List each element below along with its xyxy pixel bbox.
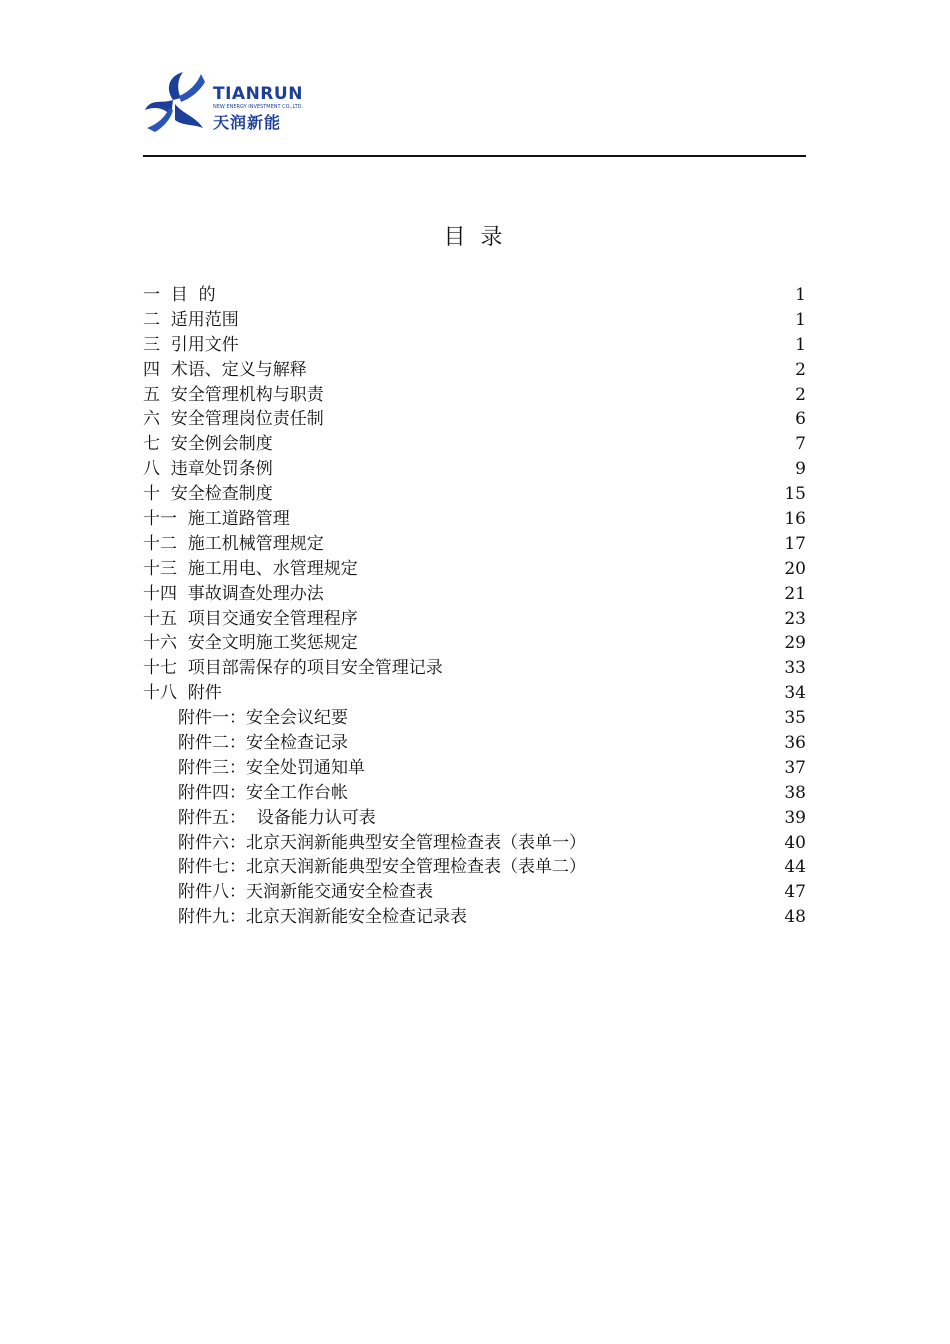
toc-entry-label: 十 安全检查制度: [143, 484, 273, 505]
toc-entry-label: 附件九：北京天润新能安全检查记录表: [178, 907, 467, 928]
toc-entry-page: 40: [784, 832, 806, 853]
toc-entry-page: 21: [784, 583, 806, 604]
toc-entry-label: 一 目 的: [143, 285, 216, 305]
toc-entry[interactable]: [143, 880, 806, 905]
toc-entry-page: 1: [795, 309, 806, 330]
toc-entry-page: 15: [784, 484, 806, 505]
toc-entry-label: 附件二：安全检查记录: [178, 733, 348, 754]
toc-entry-page: 23: [784, 608, 806, 629]
toc-entry-label: 六 安全管理岗位责任制: [143, 409, 324, 430]
page-title: 目 录: [443, 225, 507, 250]
toc-entry-page: 37: [784, 757, 806, 778]
toc-entry-page: 33: [784, 658, 806, 679]
toc-entry-page: 38: [784, 782, 806, 803]
toc-entry-label: 二 适用范围: [143, 309, 239, 330]
toc-entry[interactable]: [143, 656, 806, 681]
toc-entry[interactable]: [143, 358, 806, 383]
toc-entry-page: 44: [784, 857, 806, 878]
toc-entry-label: 十五 项目交通安全管理程序: [143, 608, 358, 629]
toc-entry-label: 十三 施工用电、水管理规定: [143, 558, 358, 579]
toc-entry[interactable]: [143, 706, 806, 731]
toc-entry-label: 十四 事故调查处理办法: [143, 583, 324, 604]
toc-entry-page: 29: [784, 633, 806, 654]
toc-entry[interactable]: [143, 631, 806, 656]
toc-entry-page: 1: [795, 334, 806, 355]
toc-entry-page: 48: [784, 907, 806, 928]
toc-entry[interactable]: [143, 482, 806, 507]
toc-entry[interactable]: [143, 557, 806, 582]
toc-entry[interactable]: [143, 905, 806, 930]
logo-english-name: TIANRUN: [213, 84, 303, 104]
toc-entry-page: 20: [784, 558, 806, 579]
toc-entry-page: 34: [784, 683, 806, 704]
toc-entry-label: 附件四：安全工作台帐: [178, 782, 348, 803]
toc-entry-label: 附件五： 设备能力认可表: [178, 807, 376, 828]
pinwheel-logo-icon: [143, 70, 209, 134]
toc-entry[interactable]: [143, 308, 806, 333]
toc-entry[interactable]: [143, 383, 806, 408]
toc-entry[interactable]: [143, 806, 806, 831]
toc-entry-label: 附件七：北京天润新能典型安全管理检查表（表单二）: [178, 857, 586, 878]
toc-entry-label: 十八 附件: [143, 683, 222, 704]
toc-entry[interactable]: [143, 407, 806, 432]
toc-entry[interactable]: [143, 831, 806, 856]
toc-entry-page: 6: [795, 409, 806, 430]
toc-entry-label: 附件八：天润新能交通安全检查表: [178, 882, 433, 903]
toc-entry[interactable]: [143, 681, 806, 706]
toc-entry[interactable]: [143, 781, 806, 806]
toc-entry[interactable]: [143, 582, 806, 607]
toc-entry-label: 十七 项目部需保存的项目安全管理记录: [143, 658, 443, 679]
toc-entry-page: 2: [795, 384, 806, 405]
toc-entry-page: 47: [784, 882, 806, 903]
toc-entry-page: 9: [795, 459, 806, 480]
toc-entry-label: 三 引用文件: [143, 334, 239, 355]
toc-entry[interactable]: [143, 607, 806, 632]
toc-entry-page: 7: [795, 434, 806, 455]
toc-entry[interactable]: [143, 457, 806, 482]
header-divider: [143, 155, 806, 157]
toc-entry[interactable]: [143, 731, 806, 756]
toc-entry-page: 16: [784, 509, 806, 530]
table-of-contents: [143, 283, 806, 930]
toc-entry-page: 39: [784, 807, 806, 828]
toc-entry[interactable]: [143, 283, 806, 308]
toc-entry[interactable]: [143, 532, 806, 557]
toc-entry[interactable]: [143, 855, 806, 880]
toc-entry-label: 附件一：安全会议纪要: [178, 708, 348, 729]
toc-entry-label: 七 安全例会制度: [143, 434, 273, 455]
toc-entry[interactable]: [143, 333, 806, 358]
toc-entry-page: 36: [784, 733, 806, 754]
toc-entry-label: 八 违章处罚条例: [143, 459, 273, 480]
company-logo: [143, 70, 303, 134]
toc-entry[interactable]: [143, 756, 806, 781]
logo-chinese-name: 天润新能: [213, 113, 282, 132]
toc-entry-label: 十一 施工道路管理: [143, 509, 290, 530]
toc-entry-page: 17: [784, 533, 806, 554]
toc-entry-page: 35: [784, 708, 806, 729]
toc-entry-label: 附件三：安全处罚通知单: [178, 757, 365, 778]
logo-subtitle: NEW ENERGY INVESTMENT CO.,LTD.: [213, 104, 304, 110]
toc-entry-label: 十二 施工机械管理规定: [143, 533, 324, 554]
toc-entry-page: 1: [795, 285, 806, 305]
toc-entry-label: 附件六：北京天润新能典型安全管理检查表（表单一）: [178, 832, 586, 853]
toc-entry-label: 五 安全管理机构与职责: [143, 384, 324, 405]
toc-entry-page: 2: [795, 359, 806, 380]
toc-entry[interactable]: [143, 507, 806, 532]
toc-entry[interactable]: [143, 432, 806, 457]
toc-entry-label: 十六 安全文明施工奖惩规定: [143, 633, 358, 654]
toc-entry-label: 四 术语、定义与解释: [143, 359, 307, 380]
